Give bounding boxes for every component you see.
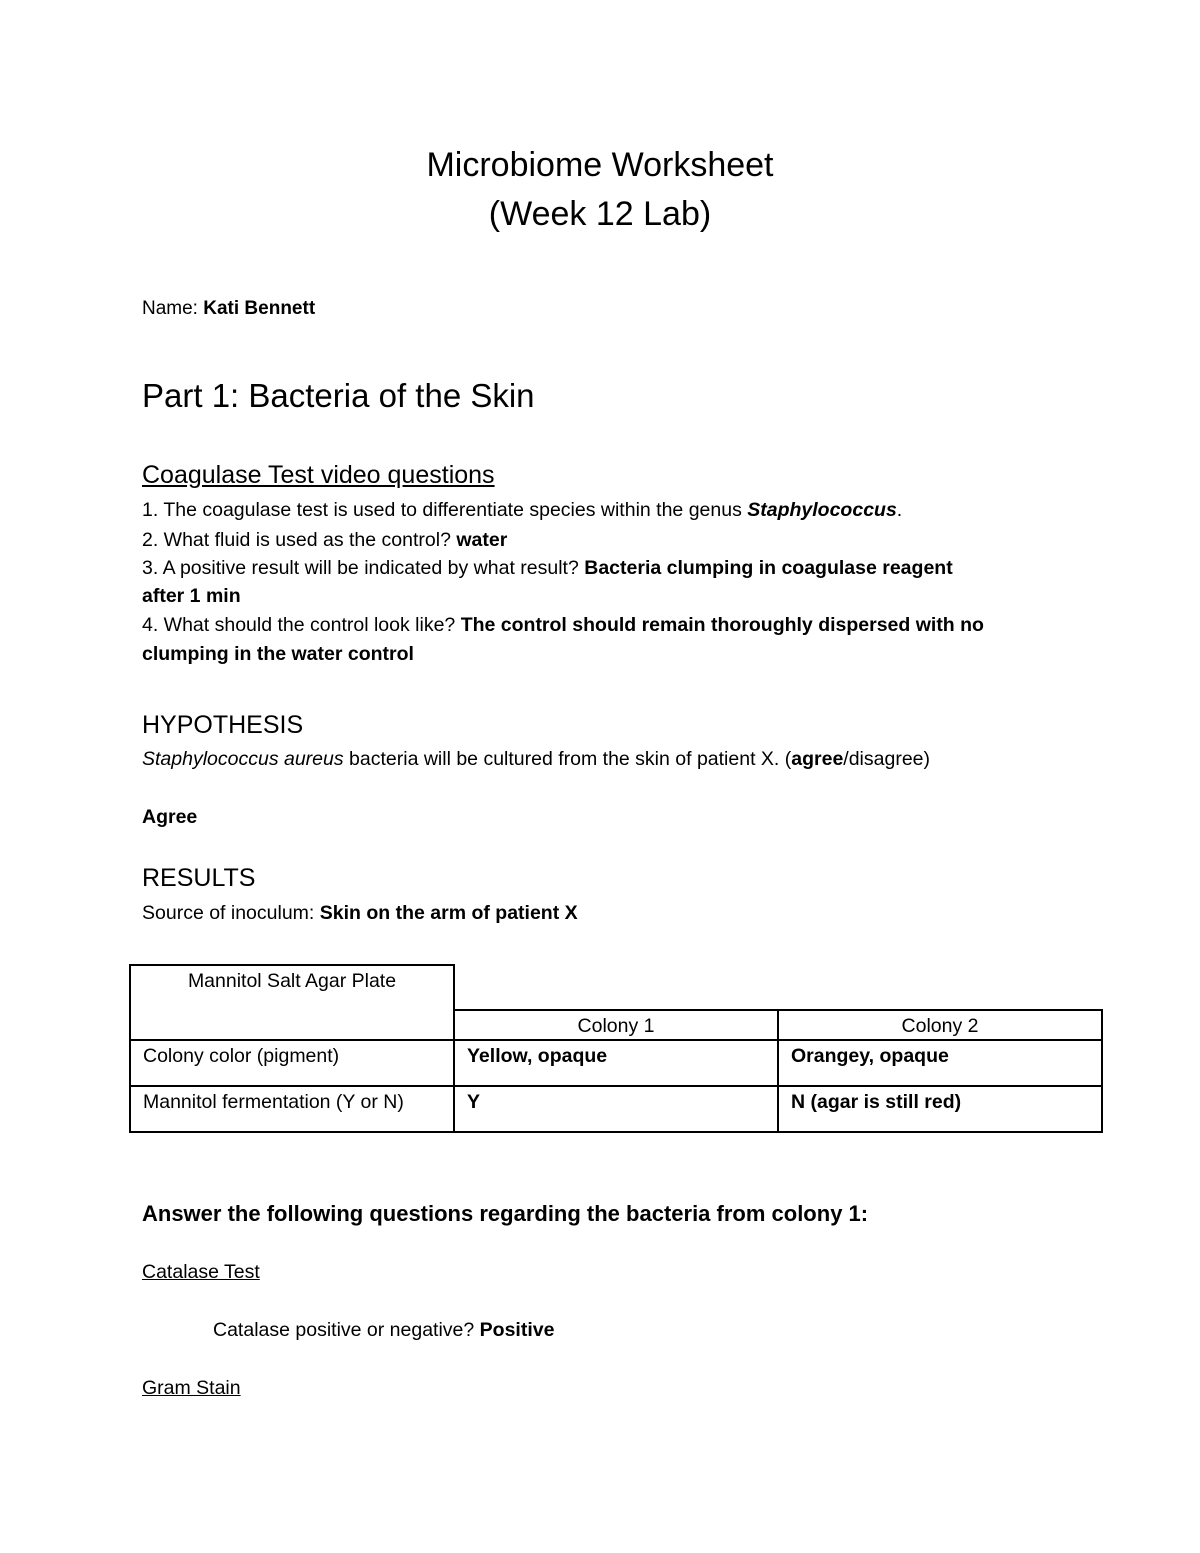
plate-header-cell: Mannitol Salt Agar Plate xyxy=(130,965,454,1040)
question-2-answer: water xyxy=(456,529,508,551)
catalase-answer: Positive xyxy=(479,1319,555,1341)
catalase-heading: Catalase Test xyxy=(142,1261,260,1283)
student-name-line xyxy=(142,298,315,320)
blank-header-cell xyxy=(454,965,1102,1010)
question-4-text: 4. What should the control look like? xyxy=(142,614,461,636)
hypothesis-agree-option: agree xyxy=(791,748,844,770)
question-4 xyxy=(142,614,984,637)
name-value: Kati Bennett xyxy=(203,298,316,319)
question-1-text: 1. The coagulase test is used to differentiate species within the genus xyxy=(142,499,748,521)
question-3-answer: Bacteria clumping in coagulase reagent xyxy=(584,557,953,579)
inoculum-source xyxy=(142,902,578,925)
question-4-answer: The control should remain thoroughly dispersed with no xyxy=(460,614,984,636)
part1-heading: Part 1: Bacteria of the Skin xyxy=(142,377,535,414)
results-heading: RESULTS xyxy=(142,864,256,892)
question-1-end: . xyxy=(896,499,903,521)
hypothesis-disagree-option: /disagree) xyxy=(843,748,931,770)
question-3-answer-cont: after 1 min xyxy=(142,585,241,607)
hypothesis-species: Staphylococcus aureus xyxy=(142,748,344,770)
coagulase-heading: Coagulase Test video questions xyxy=(142,461,495,489)
question-3-text: 3. A positive result will be indicated by what result? xyxy=(142,557,585,579)
question-1-answer: Staphylococcus xyxy=(747,499,897,521)
catalase-question-text: Catalase positive or negative? xyxy=(213,1319,480,1341)
worksheet-title: Microbiome Worksheet xyxy=(426,146,774,184)
table-row xyxy=(130,1040,1102,1086)
colony-1-fermentation: Y xyxy=(454,1086,778,1132)
catalase-question xyxy=(213,1319,554,1342)
hypothesis-heading: HYPOTHESIS xyxy=(142,711,304,739)
inoculum-value: Skin on the arm of patient X xyxy=(319,902,578,924)
row-label-fermentation: Mannitol fermentation (Y or N) xyxy=(130,1086,454,1132)
gram-stain-heading: Gram Stain xyxy=(142,1377,241,1399)
colony1-questions-heading: Answer the following questions regarding the bacteria from colony 1: xyxy=(142,1201,869,1226)
question-2 xyxy=(142,529,507,552)
colony-2-color: Orangey, opaque xyxy=(778,1040,1102,1086)
hypothesis-statement xyxy=(142,748,930,771)
inoculum-label: Source of inoculum: xyxy=(142,902,320,924)
results-table xyxy=(129,964,1103,1133)
question-1 xyxy=(142,499,902,522)
question-3 xyxy=(142,557,953,580)
colony-1-header: Colony 1 xyxy=(454,1010,778,1040)
table-row xyxy=(130,1086,1102,1132)
colony-1-color: Yellow, opaque xyxy=(454,1040,778,1086)
colony-2-fermentation: N (agar is still red) xyxy=(778,1086,1102,1132)
worksheet-subtitle: (Week 12 Lab) xyxy=(488,195,712,233)
question-2-text: 2. What fluid is used as the control? xyxy=(142,529,457,551)
hypothesis-answer: Agree xyxy=(142,806,198,828)
hypothesis-text: bacteria will be cultured from the skin of patient X. ( xyxy=(343,748,792,770)
question-4-answer-cont: clumping in the water control xyxy=(142,643,414,665)
row-label-color: Colony color (pigment) xyxy=(130,1040,454,1086)
table-row xyxy=(130,965,1102,1010)
colony-2-header: Colony 2 xyxy=(778,1010,1102,1040)
name-label: Name: xyxy=(142,298,204,319)
